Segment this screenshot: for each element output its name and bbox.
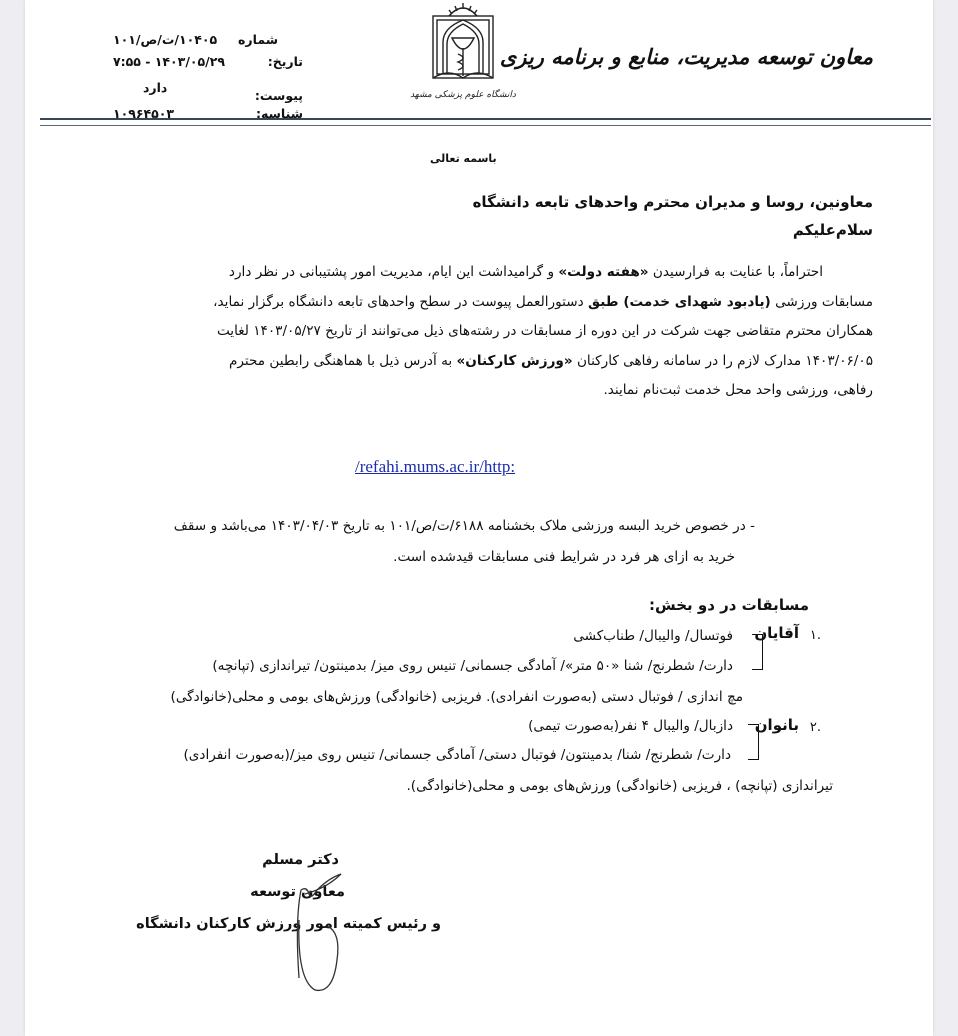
letter-number-value: ۱۰۴۰۵/ت/ص/۱۰۱ [113, 32, 218, 47]
event-name-highlight: (یادبود شهدای خدمت) طبق [587, 293, 771, 310]
registration-link[interactable]: /refahi.mums.ac.ir/http: [355, 457, 516, 476]
letter-page [25, 0, 933, 1036]
body-line-2: مسابقات ورزشی (یادبود شهدای خدمت) طبق دستورالعمل پیوست در سطح واحدهای تابعه دانشگاه برگزار نماید، [213, 293, 873, 310]
identifier-value: ۱۰۹۶۴۵۰۳ [113, 106, 175, 121]
item-number: ۲. [809, 720, 821, 735]
body-line-4: ۱۴۰۳/۰۶/۰۵ مدارک لازم را در سامانه رفاهی کارکنان «ورزش کارکنان» به آدرس ذیل با هماهنگی رابطین محترم [229, 352, 873, 369]
attachment-label: پیوست: [254, 88, 303, 103]
greeting: سلام‌علیکم [792, 221, 873, 239]
letter-number-label: شماره [238, 32, 278, 47]
handwritten-signature [255, 860, 405, 1000]
men-individual-sports-2: مچ اندازی / فوتبال دستی (به‌صورت انفرادی). فریزبی (خانوادگی) ورزش‌های بومی و محلی(خانوادگی) [170, 689, 743, 705]
signatory-title-2: و رئیس کمیته امور ورزش کارکنان دانشگاه [136, 916, 441, 932]
portal-name-highlight: «ورزش کارکنان» [456, 352, 573, 369]
identifier-label: شناسه: [256, 106, 303, 121]
women-label: بانوان [754, 716, 799, 734]
competitions-title: مسابقات در دو بخش: [649, 596, 809, 614]
signatory-title-1: معاون توسعه [250, 884, 345, 900]
women-team-sports: دازبال/ والیبال ۴ نفر(به‌صورت تیمی) [528, 718, 733, 734]
men-brace [752, 634, 763, 670]
body-line-3: همکاران محترم متقاضی جهت شرکت در این دوره از مسابقات در رشته‌های ذیل می‌توانند از تاریخ ۱۴۰۳/۰۵/۲۷ لغایت [216, 323, 873, 339]
signatory-name: دکتر مسلم [262, 852, 339, 868]
logo-caption: دانشگاه علوم پزشکی مشهد [410, 90, 516, 100]
letter-date-value: ۱۴۰۳/۰۵/۲۹ - ۷:۵۵ [113, 54, 225, 69]
organization-title: معاون توسعه مدیریت، منابع و برنامه ریزی [499, 44, 873, 69]
clothing-note-line-1: - در خصوص خرید البسه ورزشی ملاک بخشنامه ۶۱۸۸/ت/ص/۱۰۱ به تاریخ ۱۴۰۳/۰۴/۰۳ می‌باشد و سقف [173, 518, 755, 534]
men-label: آقایان [754, 624, 799, 642]
letter-date-row [83, 54, 303, 74]
letter-number-row [83, 32, 303, 52]
attachment-value: دارد [143, 80, 168, 95]
body-line-1: احتراماً، با عنایت به فرارسیدن «هفته دولت» و گرامیداشت این ایام، مدیریت امور پشتیبانی در نظر دارد [228, 264, 823, 280]
university-logo-icon [410, 2, 516, 106]
addressee: معاونین، روسا و مدیران محترم واحدهای تابعه دانشگاه [472, 193, 873, 211]
women-brace [748, 724, 759, 760]
body-paragraph [73, 258, 873, 406]
clothing-note-line-2: خرید به ازای هر فرد در شرایط فنی مسابقات قیدشده است. [393, 549, 735, 565]
government-week-highlight: «هفته دولت» [558, 264, 649, 280]
header-divider [40, 118, 931, 126]
women-individual-sports-2: تیراندازی (تپانچه) ، فریزبی (خانوادگی) ورزش‌های بومی و محلی(خانوادگی). [406, 778, 833, 794]
body-line-5: رفاهی، ورزشی واحد محل خدمت ثبت‌نام نمایند. [603, 382, 873, 398]
women-individual-sports-1: دارت/ شطرنج/ شنا/ بدمینتون/ فوتبال دستی/ آمادگی جسمانی/ تنیس روی میز/(به‌صورت انفرادی) [183, 747, 731, 763]
letter-date-label: تاریخ: [267, 54, 303, 69]
men-individual-sports-1: دارت/ شطرنج/ شنا «۵۰ متر»/ آمادگی جسمانی/ تنیس روی میز/ بدمینتون/ تیراندازی (تپانچه) [212, 658, 733, 674]
basmala: باسمه تعالی [430, 152, 497, 165]
men-team-sports: فوتسال/ والیبال/ طناب‌کشی [573, 628, 733, 644]
item-number: ۱. [809, 628, 821, 643]
clothing-note [174, 511, 755, 573]
